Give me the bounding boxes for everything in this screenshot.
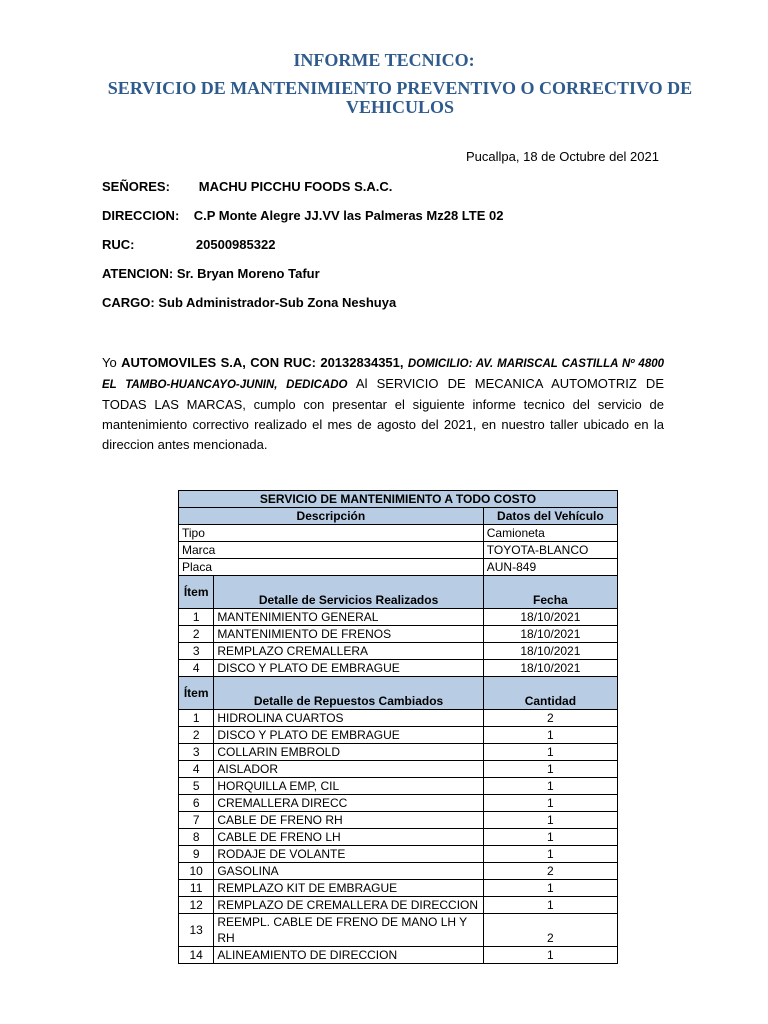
item-number: 11 — [179, 880, 214, 897]
vehicle-row — [179, 525, 618, 542]
section-header-row — [179, 576, 618, 609]
service-row — [179, 660, 618, 677]
report-subtitle: SERVICIO DE MANTENIMIENTO PREVENTIVO O CORRECTIVO DE VEHICULOS — [107, 78, 693, 117]
part-desc: HIDROLINA CUARTOS — [214, 710, 483, 727]
item-number: 4 — [179, 660, 214, 677]
part-row — [179, 880, 618, 897]
vehicle-label: Tipo — [179, 525, 484, 542]
part-qty: 2 — [483, 863, 617, 880]
part-desc: REMPLAZO DE CREMALLERA DE DIRECCION — [214, 897, 483, 914]
service-row — [179, 626, 618, 643]
section-header-row — [179, 677, 618, 710]
part-desc: GASOLINA — [214, 863, 483, 880]
para-text-1: Yo — [102, 355, 122, 370]
part-desc: CABLE DE FRENO LH — [214, 829, 483, 846]
item-number: 2 — [179, 727, 214, 744]
item-number: 9 — [179, 846, 214, 863]
part-qty: 1 — [483, 778, 617, 795]
parts-header: Detalle de Repuestos Cambiados — [214, 677, 483, 710]
address-field: DIRECCION: C.P Monte Alegre JJ.VV las Palmeras Mz28 LTE 02 — [102, 208, 504, 223]
item-number: 3 — [179, 744, 214, 761]
service-row — [179, 643, 618, 660]
report-date: Pucallpa, 18 de Octubre del 2021 — [466, 149, 659, 164]
part-row — [179, 812, 618, 829]
part-row — [179, 710, 618, 727]
part-row — [179, 727, 618, 744]
service-row — [179, 609, 618, 626]
service-desc: MANTENIMIENTO DE FRENOS — [214, 626, 483, 643]
part-row — [179, 778, 618, 795]
vehicle-value: TOYOTA-BLANCO — [483, 542, 617, 559]
item-header: Ítem — [179, 576, 214, 609]
service-date: 18/10/2021 — [483, 609, 617, 626]
part-qty: 1 — [483, 812, 617, 829]
part-row — [179, 829, 618, 846]
vehicle-row — [179, 559, 618, 576]
intro-paragraph — [102, 353, 664, 455]
item-number: 4 — [179, 761, 214, 778]
service-table — [178, 490, 618, 964]
part-row — [179, 947, 618, 964]
item-number: 13 — [179, 914, 214, 947]
position-field: CARGO: Sub Administrador-Sub Zona Neshuya — [102, 295, 397, 310]
part-qty: 2 — [483, 914, 617, 947]
item-number: 5 — [179, 778, 214, 795]
vehicle-label: Marca — [179, 542, 484, 559]
col-vehicle-data: Datos del Vehículo — [483, 508, 617, 525]
item-number: 8 — [179, 829, 214, 846]
item-number: 1 — [179, 609, 214, 626]
service-date: 18/10/2021 — [483, 643, 617, 660]
service-desc: DISCO Y PLATO DE EMBRAGUE — [214, 660, 483, 677]
col-description: Descripción — [179, 508, 484, 525]
part-row — [179, 897, 618, 914]
part-desc: HORQUILLA EMP, CIL — [214, 778, 483, 795]
part-desc: REMPLAZO KIT DE EMBRAGUE — [214, 880, 483, 897]
vehicle-label: Placa — [179, 559, 484, 576]
recipient-field: SEÑORES: MACHU PICCHU FOODS S.A.C. — [102, 179, 393, 194]
item-number: 14 — [179, 947, 214, 964]
service-date: 18/10/2021 — [483, 626, 617, 643]
part-qty: 1 — [483, 744, 617, 761]
part-qty: 1 — [483, 727, 617, 744]
attention-field: ATENCION: Sr. Bryan Moreno Tafur — [102, 266, 320, 281]
part-qty: 1 — [483, 880, 617, 897]
item-number: 7 — [179, 812, 214, 829]
item-number: 12 — [179, 897, 214, 914]
part-qty: 1 — [483, 795, 617, 812]
service-desc: MANTENIMIENTO GENERAL — [214, 609, 483, 626]
part-qty: 1 — [483, 829, 617, 846]
date-header: Fecha — [483, 576, 617, 609]
part-desc: AISLADOR — [214, 761, 483, 778]
part-desc: CREMALLERA DIRECC — [214, 795, 483, 812]
part-desc: ALINEAMIENTO DE DIRECCION — [214, 947, 483, 964]
ruc-field: RUC: 20500985322 — [102, 237, 276, 252]
part-qty: 2 — [483, 710, 617, 727]
part-row — [179, 761, 618, 778]
part-desc: CABLE DE FRENO RH — [214, 812, 483, 829]
part-qty: 1 — [483, 897, 617, 914]
report-title: INFORME TECNICO: — [293, 50, 475, 70]
part-desc: DISCO Y PLATO DE EMBRAGUE — [214, 727, 483, 744]
service-desc: REMPLAZO CREMALLERA — [214, 643, 483, 660]
item-number: 1 — [179, 710, 214, 727]
service-date: 18/10/2021 — [483, 660, 617, 677]
part-row — [179, 744, 618, 761]
part-qty: 1 — [483, 846, 617, 863]
part-row — [179, 795, 618, 812]
para-address: DOMICILIO: AV. MARISCAL CASTILLA Nº 4800 EL TAMBO-HUANCAYO-JUNIN, DEDICADO — [102, 358, 665, 391]
para-text-2: Al SERVICIO DE MECANICA AUTOMOTRIZ DE TODAS LAS MARCAS, cumplo con presentar el siguiente informe tecnico del servicio de mantenimiento correctivo realizado el mes de agosto del 2021, en nuestro taller ubicado en la direccion antes mencionada. — [102, 376, 664, 452]
part-qty: 1 — [483, 947, 617, 964]
part-row — [179, 846, 618, 863]
item-number: 2 — [179, 626, 214, 643]
part-desc: COLLARIN EMBROLD — [214, 744, 483, 761]
para-company: AUTOMOVILES S.A, CON RUC: 20132834351, — [121, 355, 408, 370]
part-qty: 1 — [483, 761, 617, 778]
part-row — [179, 914, 618, 947]
item-number: 3 — [179, 643, 214, 660]
vehicle-row — [179, 542, 618, 559]
part-desc: REEMPL. CABLE DE FRENO DE MANO LH Y RH — [214, 914, 483, 947]
part-desc: RODAJE DE VOLANTE — [214, 846, 483, 863]
item-number: 10 — [179, 863, 214, 880]
vehicle-value: Camioneta — [483, 525, 617, 542]
table-heading: SERVICIO DE MANTENIMIENTO A TODO COSTO — [179, 491, 618, 508]
vehicle-value: AUN-849 — [483, 559, 617, 576]
quantity-header: Cantidad — [483, 677, 617, 710]
item-number: 6 — [179, 795, 214, 812]
item-header: Ítem — [179, 677, 214, 710]
part-row — [179, 863, 618, 880]
services-header: Detalle de Servicios Realizados — [214, 576, 483, 609]
